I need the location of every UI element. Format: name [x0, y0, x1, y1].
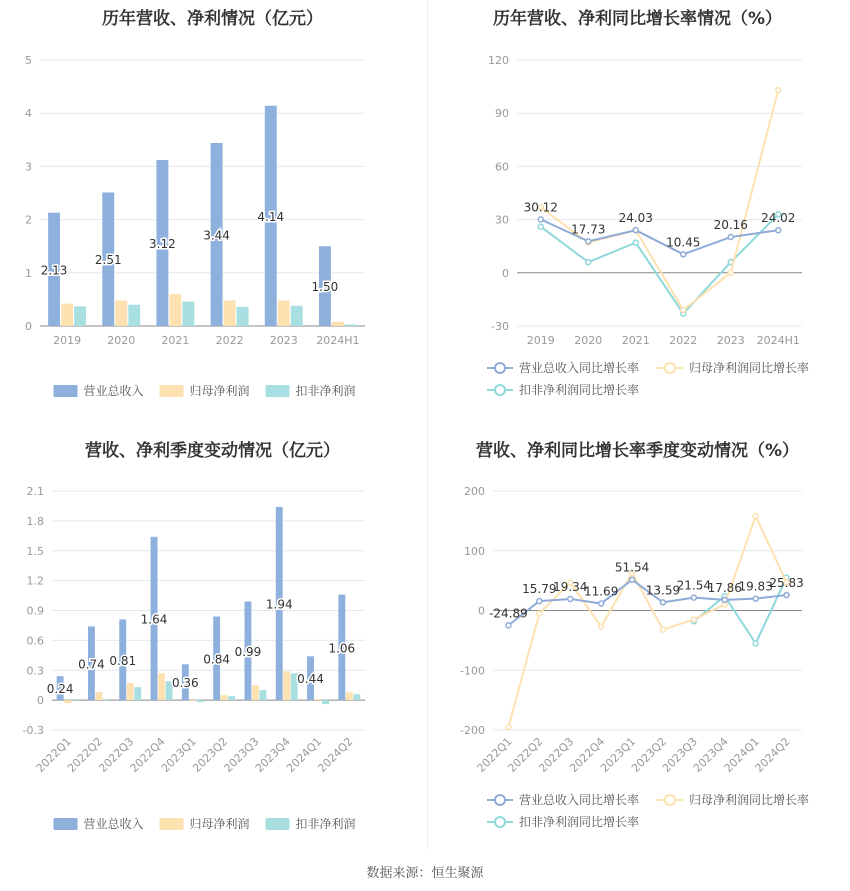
x-tick-label: 2023Q3: [659, 734, 700, 775]
bar-2023q1-s1: [189, 700, 196, 701]
y-tick-label: 1.8: [26, 514, 44, 528]
bar-2023q1-s2: [197, 700, 204, 702]
bar-2020-s2: [128, 305, 140, 326]
data-label: 0.44: [297, 672, 324, 687]
data-label: 0.99: [234, 644, 262, 659]
bar-2022q3-s1: [127, 683, 134, 700]
point-2023q3-s1: [691, 617, 696, 622]
legend-label: 营业总收入: [83, 384, 144, 398]
legend-swatch: [160, 818, 184, 830]
chart-title: 历年营收、净利同比增长率情况（%）: [492, 9, 783, 29]
panel-annual-revenue-profit: [0, 0, 425, 430]
x-tick-label: 2024H1: [756, 334, 800, 347]
bar-2023q3-s2: [260, 690, 267, 700]
data-label: 0.74: [78, 657, 105, 672]
y-tick-label: -0.3: [22, 724, 44, 737]
x-tick-label: 2023Q1: [598, 734, 639, 775]
point-2023q2-s0: [660, 600, 665, 605]
point-2024q1-s0: [753, 596, 758, 601]
bar-2024h1-s2: [345, 324, 357, 326]
quarterly-revenue-profit-chart: [0, 430, 425, 860]
point-2021-s0: [633, 228, 638, 233]
x-tick-label: 2022Q3: [536, 734, 577, 775]
bar-2020-s1: [115, 300, 127, 326]
x-tick-label: 2023Q1: [158, 734, 199, 775]
point-2024q2-s0: [784, 593, 789, 598]
y-tick-label: 200: [464, 485, 485, 498]
panel-divider: [427, 0, 428, 850]
annual-revenue-profit-chart: [0, 0, 425, 430]
bar-2021-s2: [182, 302, 194, 326]
panel-quarterly-revenue-profit: [0, 430, 425, 860]
data-label: 24.02: [761, 211, 796, 226]
point-2019-s0: [538, 217, 543, 222]
chart-title: 历年营收、净利情况（亿元）: [102, 9, 323, 29]
bar-2021-s1: [169, 294, 181, 326]
x-tick-label: 2023Q3: [221, 734, 262, 775]
y-tick-label: 100: [464, 544, 485, 558]
x-tick-label: 2022Q2: [65, 734, 106, 775]
y-tick-label: 4: [25, 107, 32, 121]
data-label: 3.44: [203, 228, 230, 243]
legend-marker: [665, 795, 675, 805]
legend-swatch: [266, 818, 290, 830]
y-tick-label: 0: [25, 320, 32, 333]
point-2023-s0: [728, 235, 733, 240]
x-tick-label: 2024Q2: [315, 734, 356, 775]
point-2023-s1: [728, 270, 733, 275]
bar-2023q3-s1: [252, 685, 259, 700]
data-label: 20.16: [713, 218, 748, 233]
bar-2024q2-s1: [346, 692, 353, 700]
point-2022-s0: [681, 252, 686, 257]
y-tick-label: 0: [478, 604, 485, 618]
panel-quarterly-growth: [425, 430, 850, 860]
point-2022q4-s0: [599, 601, 604, 606]
legend-label: 营业总收入同比增长率: [519, 361, 640, 375]
point-2022-s1: [681, 308, 686, 313]
y-tick-label: 120: [488, 54, 509, 67]
bar-2022-s2: [237, 307, 249, 326]
bar-2023-s2: [291, 306, 303, 326]
y-tick-label: 2.1: [26, 485, 44, 498]
x-tick-label: 2022: [215, 334, 244, 347]
data-label: 0.36: [171, 676, 199, 691]
legend-label: 营业总收入同比增长率: [519, 793, 640, 807]
data-label: 1.64: [140, 612, 168, 627]
bar-2024q1-s1: [315, 699, 322, 700]
x-tick-label: 2019: [526, 334, 555, 347]
legend-swatch: [266, 385, 290, 397]
bar-2024q1-s2: [322, 700, 329, 704]
y-tick-label: 1.5: [26, 544, 44, 558]
data-label: 17.86: [707, 580, 742, 595]
x-tick-label: 2021: [161, 334, 190, 347]
point-2022q3-s0: [568, 596, 573, 601]
panel-annual-growth: [425, 0, 850, 430]
data-label: 0.84: [203, 652, 230, 667]
x-tick-label: 2021: [621, 334, 650, 347]
bar-2022q1-s2: [72, 700, 79, 701]
bar-2022q2-s1: [96, 692, 103, 700]
bar-2022q1-s1: [64, 700, 71, 703]
y-tick-label: 1: [25, 266, 32, 280]
bar-2022-s1: [224, 300, 236, 326]
data-label: 2.13: [40, 263, 68, 278]
y-tick-label: -30: [491, 320, 509, 333]
y-tick-label: -100: [460, 664, 485, 678]
chart-title: 营收、净利季度变动情况（亿元）: [85, 441, 340, 461]
x-tick-label: 2023Q2: [629, 734, 670, 775]
data-label: 19.34: [553, 579, 588, 594]
data-label: 3.12: [149, 237, 176, 252]
legend-label: 扣非净利润同比增长率: [519, 815, 640, 829]
y-tick-label: 5: [25, 54, 32, 67]
x-tick-label: 2023Q4: [252, 734, 293, 775]
legend-marker: [495, 795, 505, 805]
legend-label: 营业总收入: [83, 817, 144, 831]
data-label: 15.79: [522, 582, 557, 597]
legend-label: 扣非净利润: [295, 384, 356, 398]
data-label: 13.59: [645, 583, 681, 598]
x-tick-label: 2024H1: [316, 334, 360, 347]
bar-2022q3-s2: [134, 687, 141, 700]
legend-swatch: [54, 818, 78, 830]
y-tick-label: 0.9: [26, 604, 44, 618]
data-label: 17.73: [571, 222, 606, 237]
point-2022q1-s0: [506, 623, 511, 628]
x-tick-label: 2024Q2: [752, 734, 793, 775]
data-label: -24.89: [489, 606, 528, 621]
bar-2024q2-s2: [353, 694, 360, 700]
data-label: 2.51: [94, 253, 122, 268]
point-2024q1-s1: [753, 514, 758, 519]
x-tick-label: 2020: [574, 334, 603, 347]
data-label: 51.54: [614, 560, 650, 575]
y-tick-label: 0: [502, 266, 509, 280]
point-2024h1-s1: [776, 88, 781, 93]
y-tick-label: -200: [460, 724, 485, 737]
x-tick-label: 2023Q2: [190, 734, 231, 775]
x-tick-label: 2022Q4: [567, 734, 608, 775]
legend-marker: [495, 385, 505, 395]
x-tick-label: 2023: [716, 334, 745, 347]
bar-2022q2-s2: [103, 700, 110, 701]
x-tick-label: 2022: [669, 334, 698, 347]
bar-2022q4-s1: [158, 673, 165, 700]
data-label: 1.06: [328, 641, 356, 656]
bar-2023-s1: [278, 300, 290, 326]
y-tick-label: 90: [495, 107, 509, 121]
legend-label: 归母净利润: [189, 817, 250, 831]
data-label: 30.12: [523, 200, 558, 215]
legend-marker: [495, 363, 505, 373]
x-tick-label: 2022Q3: [96, 734, 137, 775]
y-tick-label: 0.3: [26, 664, 44, 678]
data-label: 21.54: [676, 578, 712, 593]
legend-label: 扣非净利润同比增长率: [519, 383, 640, 397]
x-tick-label: 2023Q4: [690, 734, 731, 775]
legend-label: 扣非净利润: [295, 817, 356, 831]
legend-label: 归母净利润同比增长率: [689, 361, 810, 375]
legend-marker: [495, 817, 505, 827]
bar-2023q2-s1: [221, 695, 228, 700]
point-2023q1-s0: [630, 577, 635, 582]
point-2022q4-s1: [599, 624, 604, 629]
x-tick-label: 2022Q2: [505, 734, 546, 775]
data-label: 25.83: [769, 576, 804, 591]
point-2020-s2: [586, 260, 591, 265]
point-2022q2-s1: [537, 611, 542, 616]
data-label: 1.94: [265, 597, 293, 612]
bar-2023q2-s2: [228, 696, 235, 700]
point-2019-s2: [538, 224, 543, 229]
y-tick-label: 0: [37, 694, 44, 708]
x-tick-label: 2022Q1: [33, 734, 74, 775]
bar-2024h1-s1: [332, 322, 344, 326]
x-tick-label: 2020: [107, 334, 136, 347]
x-tick-label: 2022Q1: [474, 734, 515, 775]
data-label: 19.83: [738, 579, 773, 594]
y-tick-label: 3: [25, 160, 32, 174]
data-label: 11.69: [583, 584, 619, 599]
x-tick-label: 2023: [269, 334, 298, 347]
point-2023q2-s1: [660, 627, 665, 632]
legend-swatch: [54, 385, 78, 397]
quarterly-growth-chart: [425, 430, 850, 860]
point-2024h1-s0: [776, 228, 781, 233]
x-tick-label: 2024Q1: [721, 734, 762, 775]
y-tick-label: 30: [495, 213, 509, 227]
x-tick-label: 2019: [53, 334, 82, 347]
data-label: 0.81: [109, 653, 137, 668]
y-tick-label: 2: [25, 213, 32, 227]
x-tick-label: 2024Q1: [284, 734, 325, 775]
data-label: 4.14: [257, 209, 285, 224]
x-tick-label: 2022Q4: [127, 734, 168, 775]
chart-title: 营收、净利同比增长率季度变动情况（%）: [475, 441, 800, 461]
point-2023q4-s0: [722, 597, 727, 602]
point-2024q1-s2: [753, 641, 758, 646]
data-label: 10.45: [666, 235, 701, 250]
bar-2019-s2: [74, 306, 86, 326]
y-tick-label: 0.6: [26, 634, 44, 648]
data-label: 24.03: [618, 211, 653, 226]
legend-label: 归母净利润: [189, 384, 250, 398]
data-label: 0.24: [46, 682, 74, 697]
bar-2019-s1: [61, 304, 73, 326]
data-source: 数据来源：恒生聚源: [366, 866, 484, 881]
y-tick-label: 1.2: [26, 574, 44, 588]
legend-swatch: [160, 385, 184, 397]
point-2023q3-s0: [691, 595, 696, 600]
y-tick-label: 60: [495, 160, 509, 174]
legend-label: 归母净利润同比增长率: [689, 793, 810, 807]
point-2021-s2: [633, 240, 638, 245]
point-2022q2-s0: [537, 599, 542, 604]
point-2022q1-s1: [506, 725, 511, 730]
annual-growth-chart: [425, 0, 850, 430]
legend-marker: [665, 363, 675, 373]
point-2020-s0: [586, 239, 591, 244]
bar-2023q4-s1: [283, 671, 290, 700]
series-line-1: [508, 516, 786, 727]
data-label: 1.50: [311, 280, 339, 295]
